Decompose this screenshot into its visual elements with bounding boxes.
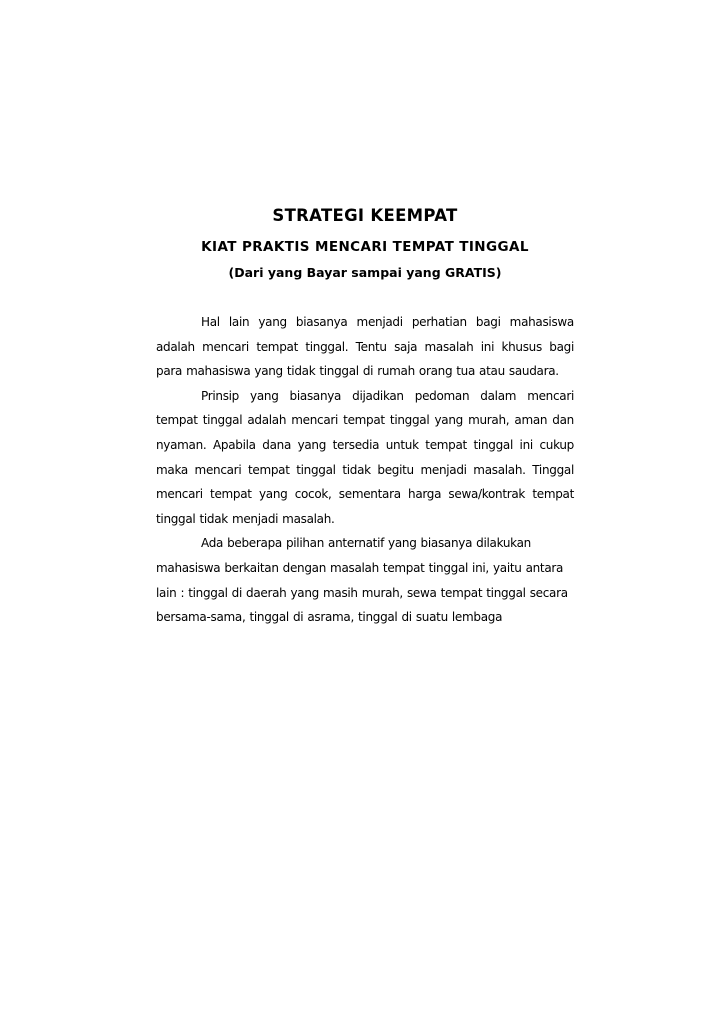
paragraph: Hal lain yang biasanya menjadi perhatian bagi mahasiswa adalah mencari tempat tinggal. Tentu saja masalah ini khusus bagi para mahasiswa yang tidak tinggal di rumah orang tua atau saudara. [156, 315, 574, 379]
paragraph: Prinsip yang biasanya dijadikan pedoman dalam mencari tempat tinggal adalah mencari tempat tinggal yang murah, aman dan nyaman. Apabila dana yang tersedia untuk tempat tinggal ini cukup maka mencari tempat tinggal tidak begitu menjadi masalah. Tinggal mencari tempat yang cocok, sementara harga sewa/kontrak tempat tinggal tidak menjadi masalah. [156, 388, 574, 526]
chapter-subtitle: KIAT PRAKTIS MENCARI TEMPAT TINGGAL [201, 239, 529, 255]
body-text [156, 310, 574, 630]
paragraph: Ada beberapa pilihan anternatif yang biasanya dilakukan mahasiswa berkaitan dengan masalah tempat tinggal ini, yaitu antara lain : tinggal di daerah yang masih murah, sewa tempat tinggal secara bersama-sama, tinggal di asrama, tinggal di suatu lembaga [156, 536, 568, 625]
chapter-title: STRATEGI KEEMPAT [272, 206, 458, 225]
heading-block [156, 205, 574, 282]
chapter-subsubtitle: (Dari yang Bayar sampai yang GRATIS) [228, 265, 502, 280]
